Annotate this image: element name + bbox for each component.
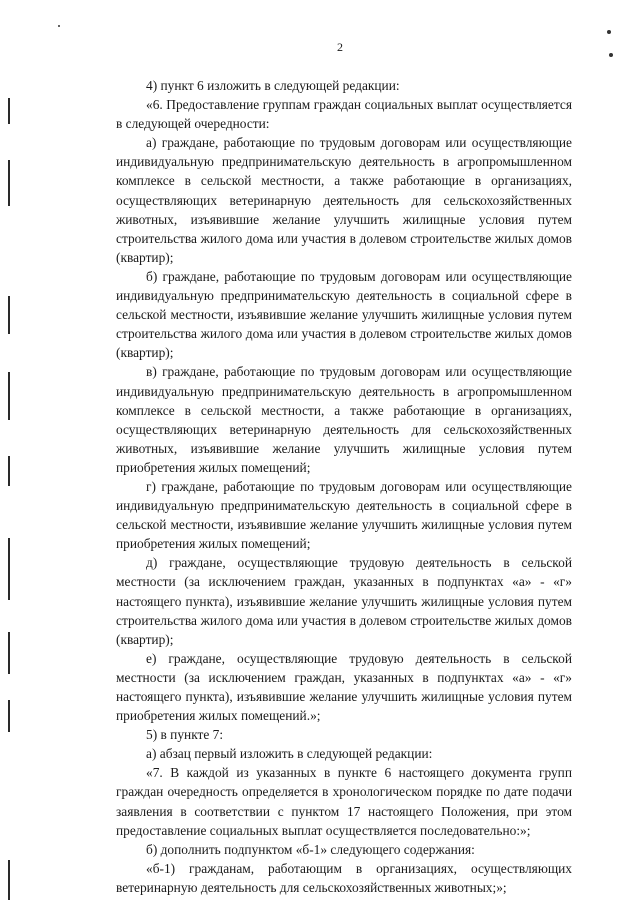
paragraph: г) граждане, работающие по трудовым договорам или осуществляющие индивидуальную предпринимательскую деятельность в социальной сфере в сельской местности, изъявившие желание улучшить жилищные условия путем приобретения жилых помещений; [116,478,572,552]
paragraph: б) граждане, работающие по трудовым договорам или осуществляющие индивидуальную предпринимательскую деятельность в социальной сфере в сельской местности, изъявившие желание улучшить жилищные условия путем строительства жилого дома или участия в долевом строительстве жилых домов (квартир); [116,268,572,361]
paragraph: б) дополнить подпунктом «б-1» следующего содержания: [146,841,475,857]
scan-edge-mark [8,456,10,486]
paragraph: «6. Предоставление группам граждан социальных выплат осуществляется в следующей очередности: [116,97,572,132]
paragraph: «б-1) гражданам, работающим в организациях, осуществляющих ветеринарную деятельность для сельскохозяйственных животных;»; [116,860,572,895]
scan-speck [58,25,60,27]
paragraph: а) граждане, работающие по трудовым договорам или осуществляющие индивидуальную предпринимательскую деятельность в агропромышленном комплексе в сельской местности, а также работающие в организациях, осуществляющих ветеринарную деятельность для сельскохозяйственных животных, изъявившие желание улучшить жилищные условия путем строительства жилого дома или участия в долевом строительстве жилых домов (квартир); [116,135,572,265]
scan-edge-mark [8,160,10,206]
paragraph: а) абзац первый изложить в следующей редакции: [146,746,433,762]
paragraph: 4) пункт 6 изложить в следующей редакции: [146,78,400,93]
scan-edge-mark [8,296,10,334]
scan-edge-mark [8,372,10,420]
scan-edge-mark [8,632,10,674]
paragraph: е) граждане, осуществляющие трудовую деятельность в сельской местности (за исключением граждан, указанных в подпунктах «а» - «г» настоящего пункта), изъявившие желание улучшить жилищные условия путем приобретения жилых помещений.»; [116,650,572,724]
paragraph: «7. В каждой из указанных в пункте 6 настоящего документа групп граждан очередность определяется в хронологическом порядке по дате подачи заявления в соответствии с пунктом 17 настоящего Положения, при этом предоставление социальных выплат осуществляется последовательно:»; [116,765,572,838]
scan-edge-mark [8,860,10,900]
scan-edge-mark [8,98,10,124]
scan-speck [607,30,611,34]
document-body [116,76,572,897]
page-number: 2 [337,40,343,54]
paragraph: д) граждане, осуществляющие трудовую деятельность в сельской местности (за исключением граждан, указанных в подпунктах «а» - «г» настоящего пункта), изъявившие желание улучшить жилищные условия путем строительства жилого дома или участия в долевом строительстве жилых домов (квартир); [116,555,572,647]
paragraph: в) граждане, работающие по трудовым договорам или осуществляющие индивидуальную предпринимательскую деятельность в агропромышленном комплексе в сельской местности, а также работающие в организациях, осуществляющих ветеринарную деятельность для сельскохозяйственных животных, изъявившие желание улучшить жилищные условия путем приобретения жилых помещений; [116,364,572,475]
scan-edge-mark [8,700,10,732]
scan-edge-mark [8,538,10,600]
paragraph: 5) в пункте 7: [146,727,224,743]
